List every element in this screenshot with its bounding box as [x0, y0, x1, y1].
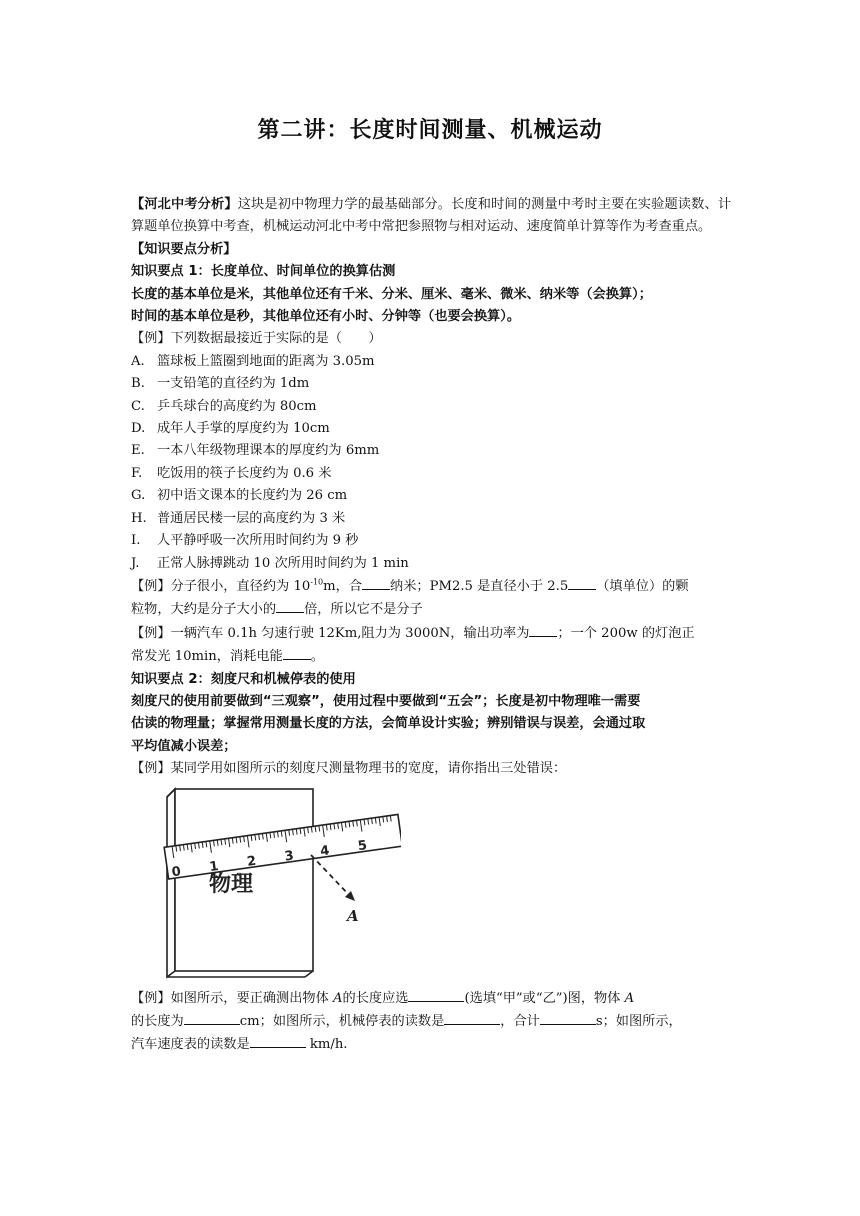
intro-text: 这块是初中物理力学的最基础部分。长度和时间的测量中考时主要在实验题读数、计算题单位换算中考查，机械运动河北中考中常把参照物与相对运动、速度简单计算等作为考查重点。 — [131, 197, 732, 235]
option-text: 正常人脉搏跳动 10 次所用时间约为 1 min — [157, 555, 409, 571]
answer-blank[interactable] — [184, 1010, 240, 1025]
ruler-number: 1 — [208, 858, 220, 875]
intro-paragraph — [131, 194, 731, 239]
ruler-book-figure — [131, 781, 731, 987]
example5-text: ，合计 — [500, 1013, 540, 1029]
example3-line-1 — [131, 622, 731, 645]
option-a — [131, 351, 731, 373]
example2-text: 粒物，大约是分子大小的 — [131, 602, 277, 618]
option-c — [131, 396, 731, 418]
point1-bold-line-1: 长度的基本单位是米，其他单位还有千米、分米、厘米、毫米、微米、纳米等（会换算）； — [131, 286, 652, 302]
option-label: E. — [131, 443, 145, 459]
ruler-number: 4 — [319, 842, 331, 860]
option-text: 篮球板上篮圈到地面的距离为 3.05m — [157, 353, 375, 369]
option-label: F. — [131, 465, 143, 481]
analysis-heading: 【知识要点分析】 — [131, 241, 237, 257]
example5-line-1 — [131, 987, 731, 1010]
option-h — [131, 508, 731, 530]
ruler-number: 3 — [283, 847, 295, 865]
option-text: 吃饭用的筷子长度约为 0.6 米 — [157, 465, 332, 481]
page-title: 第二讲：长度时间测量、机械运动 — [257, 118, 603, 143]
object-label: A — [333, 990, 343, 1006]
example5-text: s；如图所示， — [595, 1013, 682, 1029]
example2-text: m，合 — [323, 578, 363, 594]
ruler-number: 2 — [246, 853, 258, 870]
example2-line-2 — [131, 598, 731, 621]
option-label: D. — [131, 421, 146, 437]
point2-bold-line-1: 刻度尺的使用前要做到“三观察”，使用过程中要做到“五会”；长度是初中物理唯一需要 — [131, 693, 641, 709]
example-tag: 【例】 — [131, 625, 171, 641]
answer-blank[interactable] — [283, 645, 311, 660]
option-text: 人平静呼吸一次所用时间约为 9 秒 — [157, 533, 359, 549]
object-label: A — [624, 990, 635, 1006]
example1-question — [131, 328, 731, 350]
answer-blank[interactable] — [444, 1010, 500, 1025]
example-tag: 【例】 — [131, 331, 171, 347]
answer-blank[interactable] — [540, 1010, 596, 1025]
example3-text: 一辆汽车 0.1h 匀速行驶 12Km,阻力为 3000N，输出功率为 — [170, 625, 530, 641]
exponent: -10 — [310, 577, 324, 587]
option-label: A. — [131, 353, 145, 369]
example3-text: 。 — [310, 649, 324, 665]
intro-tag: 【河北中考分析】 — [131, 197, 238, 212]
example5-line-3 — [131, 1033, 731, 1056]
point1-bold-line-2: 时间的基本单位是秒，其他单位还有小时、分钟等（也要会换算）。 — [131, 309, 521, 325]
option-text: 普通居民楼一层的高度约为 3 米 — [157, 510, 346, 526]
example-tag: 【例】 — [131, 990, 171, 1006]
example5-text: (选填“甲”或“乙”)图，物体 — [464, 990, 625, 1006]
example5-text: km/h. — [305, 1037, 348, 1053]
example4-question-text: 某同学用如图所示的刻度尺测量物理书的宽度，请你指出三处错误： — [170, 761, 567, 777]
dashed-arrow — [311, 855, 351, 897]
example5-text: 的长度为 — [131, 1013, 184, 1029]
arrow-head — [345, 891, 355, 901]
option-d — [131, 418, 731, 440]
option-label: G. — [131, 488, 146, 504]
example2-line-1 — [131, 575, 731, 598]
point2-heading: 知识要点 2：刻度尺和机械停表的使用 — [131, 671, 356, 687]
example-tag: 【例】 — [131, 761, 171, 777]
example2-text: 倍，所以它不是分子 — [304, 602, 423, 618]
example5-text: 的长度应选 — [342, 990, 409, 1006]
option-e — [131, 440, 731, 462]
arrow-label: A — [347, 906, 359, 925]
example3-line-2 — [131, 645, 731, 668]
book-label: 物理 — [209, 871, 254, 897]
point1-heading: 知识要点 1：长度单位、时间单位的换算估测 — [131, 264, 396, 280]
example2-text: 分子很小，直径约为 10 — [170, 578, 311, 594]
option-j — [131, 553, 731, 575]
option-label: J. — [131, 555, 140, 571]
option-text: 成年人手掌的厚度约为 10cm — [157, 421, 330, 437]
answer-blank[interactable] — [408, 987, 464, 1002]
point2-bold-line-3: 平均值减小误差； — [131, 738, 237, 754]
example3-text: ；一个 200w 的灯泡正 — [557, 625, 695, 641]
option-label: H. — [131, 510, 147, 526]
point2-bold-line-2: 估读的物理量；掌握常用测量长度的方法，会简单设计实验；辨别错误与误差，会通过取 — [131, 716, 646, 732]
answer-blank[interactable] — [568, 575, 596, 590]
option-i — [131, 530, 731, 552]
example1-question-text: 下列数据最接近于实际的是（ ） — [170, 331, 382, 347]
option-text: 一支铅笔的直径约为 1dm — [157, 376, 310, 392]
answer-blank[interactable] — [362, 575, 390, 590]
option-f — [131, 463, 731, 485]
example3-text: 常发光 10min，消耗电能 — [131, 649, 283, 665]
option-label: B. — [131, 376, 145, 392]
option-label: I. — [131, 533, 141, 549]
option-text: 初中语文课本的长度约为 26 cm — [157, 488, 348, 504]
example4-question — [131, 758, 731, 780]
answer-blank[interactable] — [276, 598, 304, 613]
option-b — [131, 373, 731, 395]
ruler-book-illustration — [161, 785, 401, 981]
answer-blank[interactable] — [250, 1033, 306, 1048]
document-body — [131, 194, 731, 1057]
example2-text: （填单位）的颗 — [596, 578, 689, 594]
option-text: 一本八年级物理课本的厚度约为 6mm — [157, 443, 380, 459]
example5-text: cm；如图所示，机械停表的读数是 — [239, 1013, 445, 1029]
example5-line-2 — [131, 1010, 731, 1033]
example2-text: 纳米；PM2.5 是直径小于 2.5 — [390, 578, 569, 594]
option-text: 乒乓球台的高度约为 80cm — [157, 398, 317, 414]
answer-blank[interactable] — [529, 622, 557, 637]
ruler-number: 0 — [170, 863, 182, 880]
option-label: C. — [131, 398, 145, 414]
example-tag: 【例】 — [131, 578, 171, 594]
option-g — [131, 485, 731, 507]
example5-text: 汽车速度表的读数是 — [131, 1037, 250, 1053]
ruler-number: 5 — [356, 837, 369, 854]
example5-text: 如图所示，要正确测出物体 — [170, 990, 334, 1006]
